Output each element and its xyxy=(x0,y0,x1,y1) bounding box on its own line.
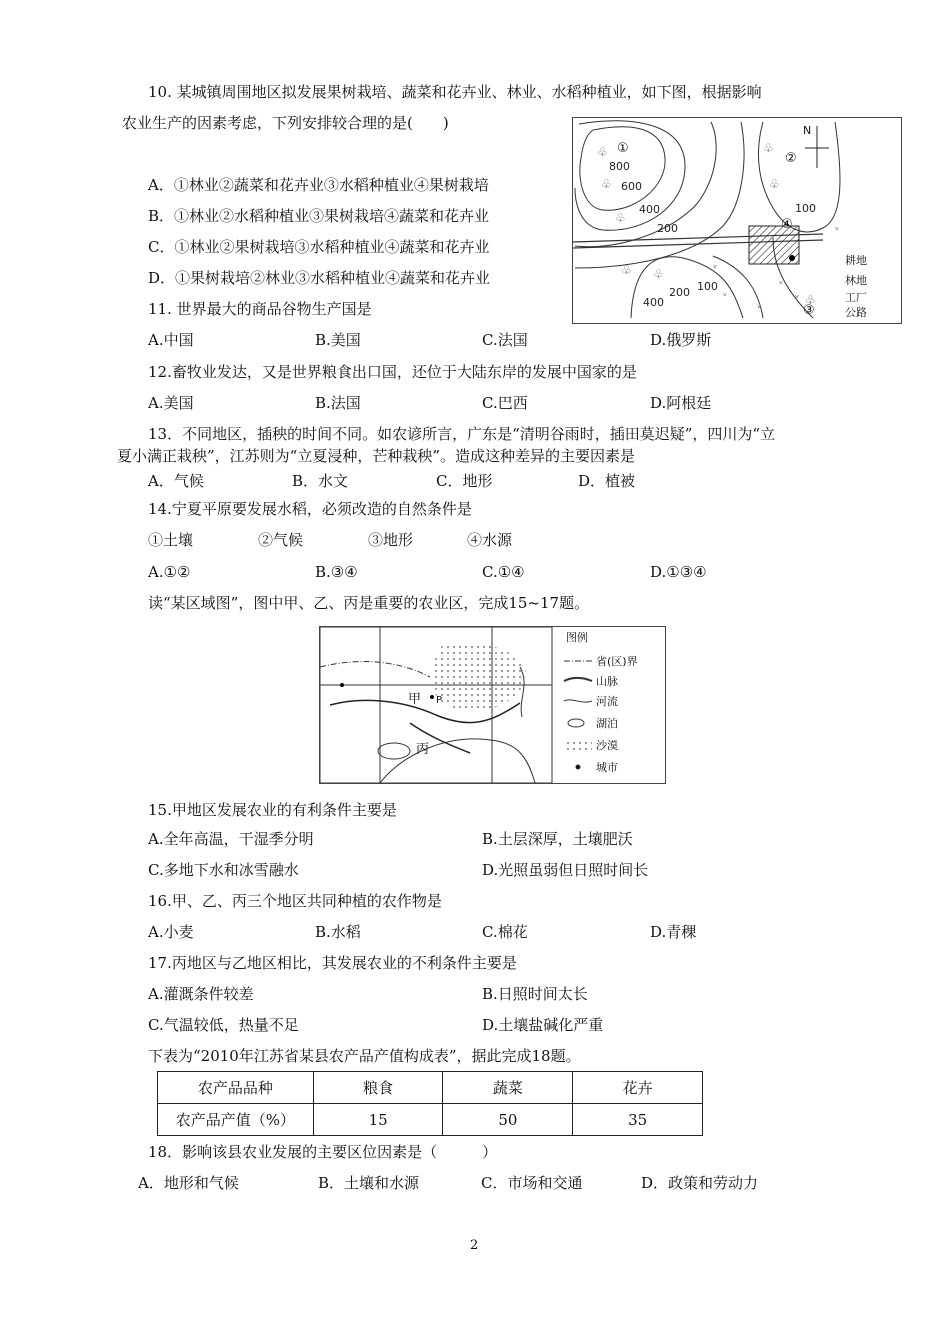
intro-18: 下表为“2010年江苏省某县农产品产值构成表”，据此完成18题。 xyxy=(148,1047,581,1065)
q15-option-a: A.全年高温，干湿季分明 xyxy=(148,830,314,848)
q14-stem: 14.宁夏平原要发展水稻，必须改造的自然条件是 xyxy=(148,500,472,518)
q14-item-3: ③地形 xyxy=(368,531,414,549)
table-cell: 15 xyxy=(313,1104,443,1136)
contour-600 xyxy=(575,121,685,230)
q17-option-b: B.日照时间太长 xyxy=(482,985,588,1003)
label-p: P xyxy=(436,695,443,706)
q15-option-d: D.光照虽弱但日照时间长 xyxy=(482,861,649,879)
svg-text:ᵥ: ᵥ xyxy=(779,276,784,287)
legend-boundary: 省(区)界 xyxy=(596,655,638,668)
table-cell: 50 xyxy=(443,1104,573,1136)
contour-label-800: 800 xyxy=(609,160,630,173)
q11-option-a: A.中国 xyxy=(148,331,194,349)
svg-text:♧: ♧ xyxy=(763,141,774,155)
q11-option-c: C.法国 xyxy=(482,331,528,349)
q15-stem: 15.甲地区发展农业的有利条件主要是 xyxy=(148,801,397,819)
table-row xyxy=(158,1104,703,1136)
q12-option-d: D.阿根廷 xyxy=(650,394,712,412)
q13-option-a: A．气候 xyxy=(148,472,204,490)
svg-text:♧: ♧ xyxy=(597,145,608,159)
contour-label-200: 200 xyxy=(657,222,678,235)
legend-lake: 湖泊 xyxy=(596,717,618,730)
q10-option-b: B．①林业②水稻种植业③果树栽培④蔬菜和花卉业 xyxy=(148,207,490,225)
q14-option-d: D.①③④ xyxy=(650,563,707,581)
marker-4: ④ xyxy=(781,217,793,232)
q16-option-b: B.水稻 xyxy=(315,923,361,941)
table-header-cell: 农产品品种 xyxy=(158,1072,314,1104)
contour-label-100: 100 xyxy=(795,202,816,215)
q10-option-d: D．①果树栽培②林业③水稻种植业④蔬菜和花卉业 xyxy=(148,269,491,287)
q10-option-c: C．①林业②果树栽培③水稻种植业④蔬菜和花卉业 xyxy=(148,238,490,256)
svg-text:♧: ♧ xyxy=(621,263,632,277)
q16-stem: 16.甲、乙、丙三个地区共同种植的农作物是 xyxy=(148,892,442,910)
marker-2: ② xyxy=(785,151,797,166)
q18-option-c: C．市场和交通 xyxy=(481,1174,583,1192)
q17-stem: 17.丙地区与乙地区相比，其发展农业的不利条件主要是 xyxy=(148,954,517,972)
q15-option-c: C.多地下水和冰雪融水 xyxy=(148,861,299,879)
q17-option-a: A.灌溉条件较差 xyxy=(148,985,254,1003)
q11-stem: 11. 世界最大的商品谷物生产国是 xyxy=(148,300,372,318)
city-west xyxy=(340,683,344,687)
lake xyxy=(378,743,410,759)
table-header-cell: 粮食 xyxy=(313,1072,443,1104)
north-label: N xyxy=(803,124,812,137)
marker-1: ① xyxy=(617,141,629,156)
q10-option-a: A．①林业②蔬菜和花卉业③水稻种植业④果树栽培 xyxy=(148,176,489,194)
table-cell: 35 xyxy=(573,1104,703,1136)
desert-area xyxy=(432,643,526,712)
intro-15-17: 读“某区域图”，图中甲、乙、丙是重要的农业区，完成15~17题。 xyxy=(148,594,590,612)
contour-label-200-lower: 200 xyxy=(669,286,690,299)
contour-200-lower xyxy=(713,256,763,318)
svg-text:♧: ♧ xyxy=(601,177,612,191)
contour-label-100-lower: 100 xyxy=(697,280,718,293)
city-p xyxy=(430,695,434,699)
q13-stem-line1: 13．不同地区，插秧的时间不同。如农谚所言，广东是“清明谷雨时，插田莫迟疑”，四川为“立 xyxy=(148,425,776,443)
q13-option-b: B．水文 xyxy=(292,472,349,490)
q12-option-c: C.巴西 xyxy=(482,394,528,412)
legend-mountain: 山脉 xyxy=(596,675,618,688)
q16-option-a: A.小麦 xyxy=(148,923,194,941)
q13-stem-line2: 夏小满正栽秧”，江苏则为“立夏浸种，芒种栽秧”。造成这种差异的主要因素是 xyxy=(117,447,636,465)
q13-option-d: D．植被 xyxy=(578,472,636,490)
q17-option-d: D.土壤盐碱化严重 xyxy=(482,1016,604,1034)
page-number: 2 xyxy=(470,1238,479,1253)
label-bing: 丙 xyxy=(416,742,430,757)
legend-city: 城市 xyxy=(596,761,618,774)
q18-option-a: A．地形和气候 xyxy=(138,1174,239,1192)
svg-text:ᵥ: ᵥ xyxy=(757,300,762,311)
q12-stem: 12.畜牧业发达，又是世界粮食出口国，还位于大陆东岸的发展中国家的是 xyxy=(148,363,637,381)
q14-option-b: B.③④ xyxy=(315,563,358,581)
production-value-table xyxy=(157,1071,703,1136)
contour-label-400: 400 xyxy=(639,203,660,216)
q11-option-b: B.美国 xyxy=(315,331,361,349)
svg-text:♧: ♧ xyxy=(653,267,664,281)
svg-text:ᵥ: ᵥ xyxy=(723,288,728,299)
legend-forest: 林地 xyxy=(845,274,867,287)
svg-text:♧: ♧ xyxy=(769,177,780,191)
q12-option-b: B.法国 xyxy=(315,394,361,412)
legend-farmland: 耕地 xyxy=(845,254,867,267)
q12-option-a: A.美国 xyxy=(148,394,194,412)
legend-factory: 工厂 xyxy=(845,291,867,304)
region-map-drawing xyxy=(320,627,665,783)
svg-text:ᵥ: ᵥ xyxy=(713,260,718,271)
q14-option-a: A.①② xyxy=(148,563,191,581)
province-boundary xyxy=(320,662,430,677)
q18-option-b: B．土壤和水源 xyxy=(318,1174,420,1192)
table-header-cell: 花卉 xyxy=(573,1072,703,1104)
label-jia: 甲 xyxy=(408,692,422,707)
table-header-cell: 蔬菜 xyxy=(443,1072,573,1104)
q14-option-c: C.①④ xyxy=(482,563,525,581)
q18-option-d: D．政策和劳动力 xyxy=(641,1174,759,1192)
legend-river: 河流 xyxy=(596,695,618,708)
svg-text:♧: ♧ xyxy=(615,211,626,225)
table-cell: 农产品产值（%） xyxy=(158,1104,314,1136)
q16-option-c: C.棉花 xyxy=(482,923,528,941)
q17-option-c: C.气温较低，热量不足 xyxy=(148,1016,299,1034)
river xyxy=(380,739,535,783)
q14-item-4: ④水源 xyxy=(467,531,513,549)
svg-text:ᵥ: ᵥ xyxy=(795,290,800,301)
contour-label-400-lower: 400 xyxy=(643,296,664,309)
marker-3: ③ xyxy=(803,303,815,318)
q11-option-d: D.俄罗斯 xyxy=(650,331,712,349)
legend-road: 公路 xyxy=(845,306,867,319)
table-header-row xyxy=(158,1072,703,1104)
q13-option-c: C．地形 xyxy=(436,472,493,490)
region-map xyxy=(319,626,666,784)
svg-text:♧: ♧ xyxy=(805,293,816,307)
legend-title: 图例 xyxy=(566,631,588,644)
q10-stem-line1: 10. 某城镇周围地区拟发展果树栽培、蔬菜和花卉业、林业、水稻种植业，如下图，根据影响 xyxy=(148,83,762,101)
q16-option-d: D.青稞 xyxy=(650,923,697,941)
svg-text:ᵥ: ᵥ xyxy=(835,222,840,233)
q10-stem-line2: 农业生产的因素考虑，下列安排较合理的是( ) xyxy=(122,114,449,132)
q14-item-1: ①土壤 xyxy=(148,531,194,549)
q18-stem: 18．影响该县农业发展的主要区位因素是（ ） xyxy=(148,1143,498,1161)
factory-dot xyxy=(789,255,795,261)
contour-label-600: 600 xyxy=(621,180,642,193)
q15-option-b: B.土层深厚，土壤肥沃 xyxy=(482,830,633,848)
q14-item-2: ②气候 xyxy=(258,531,304,549)
legend-desert: 沙漠 xyxy=(596,739,618,752)
contour-400-upper xyxy=(575,122,716,247)
